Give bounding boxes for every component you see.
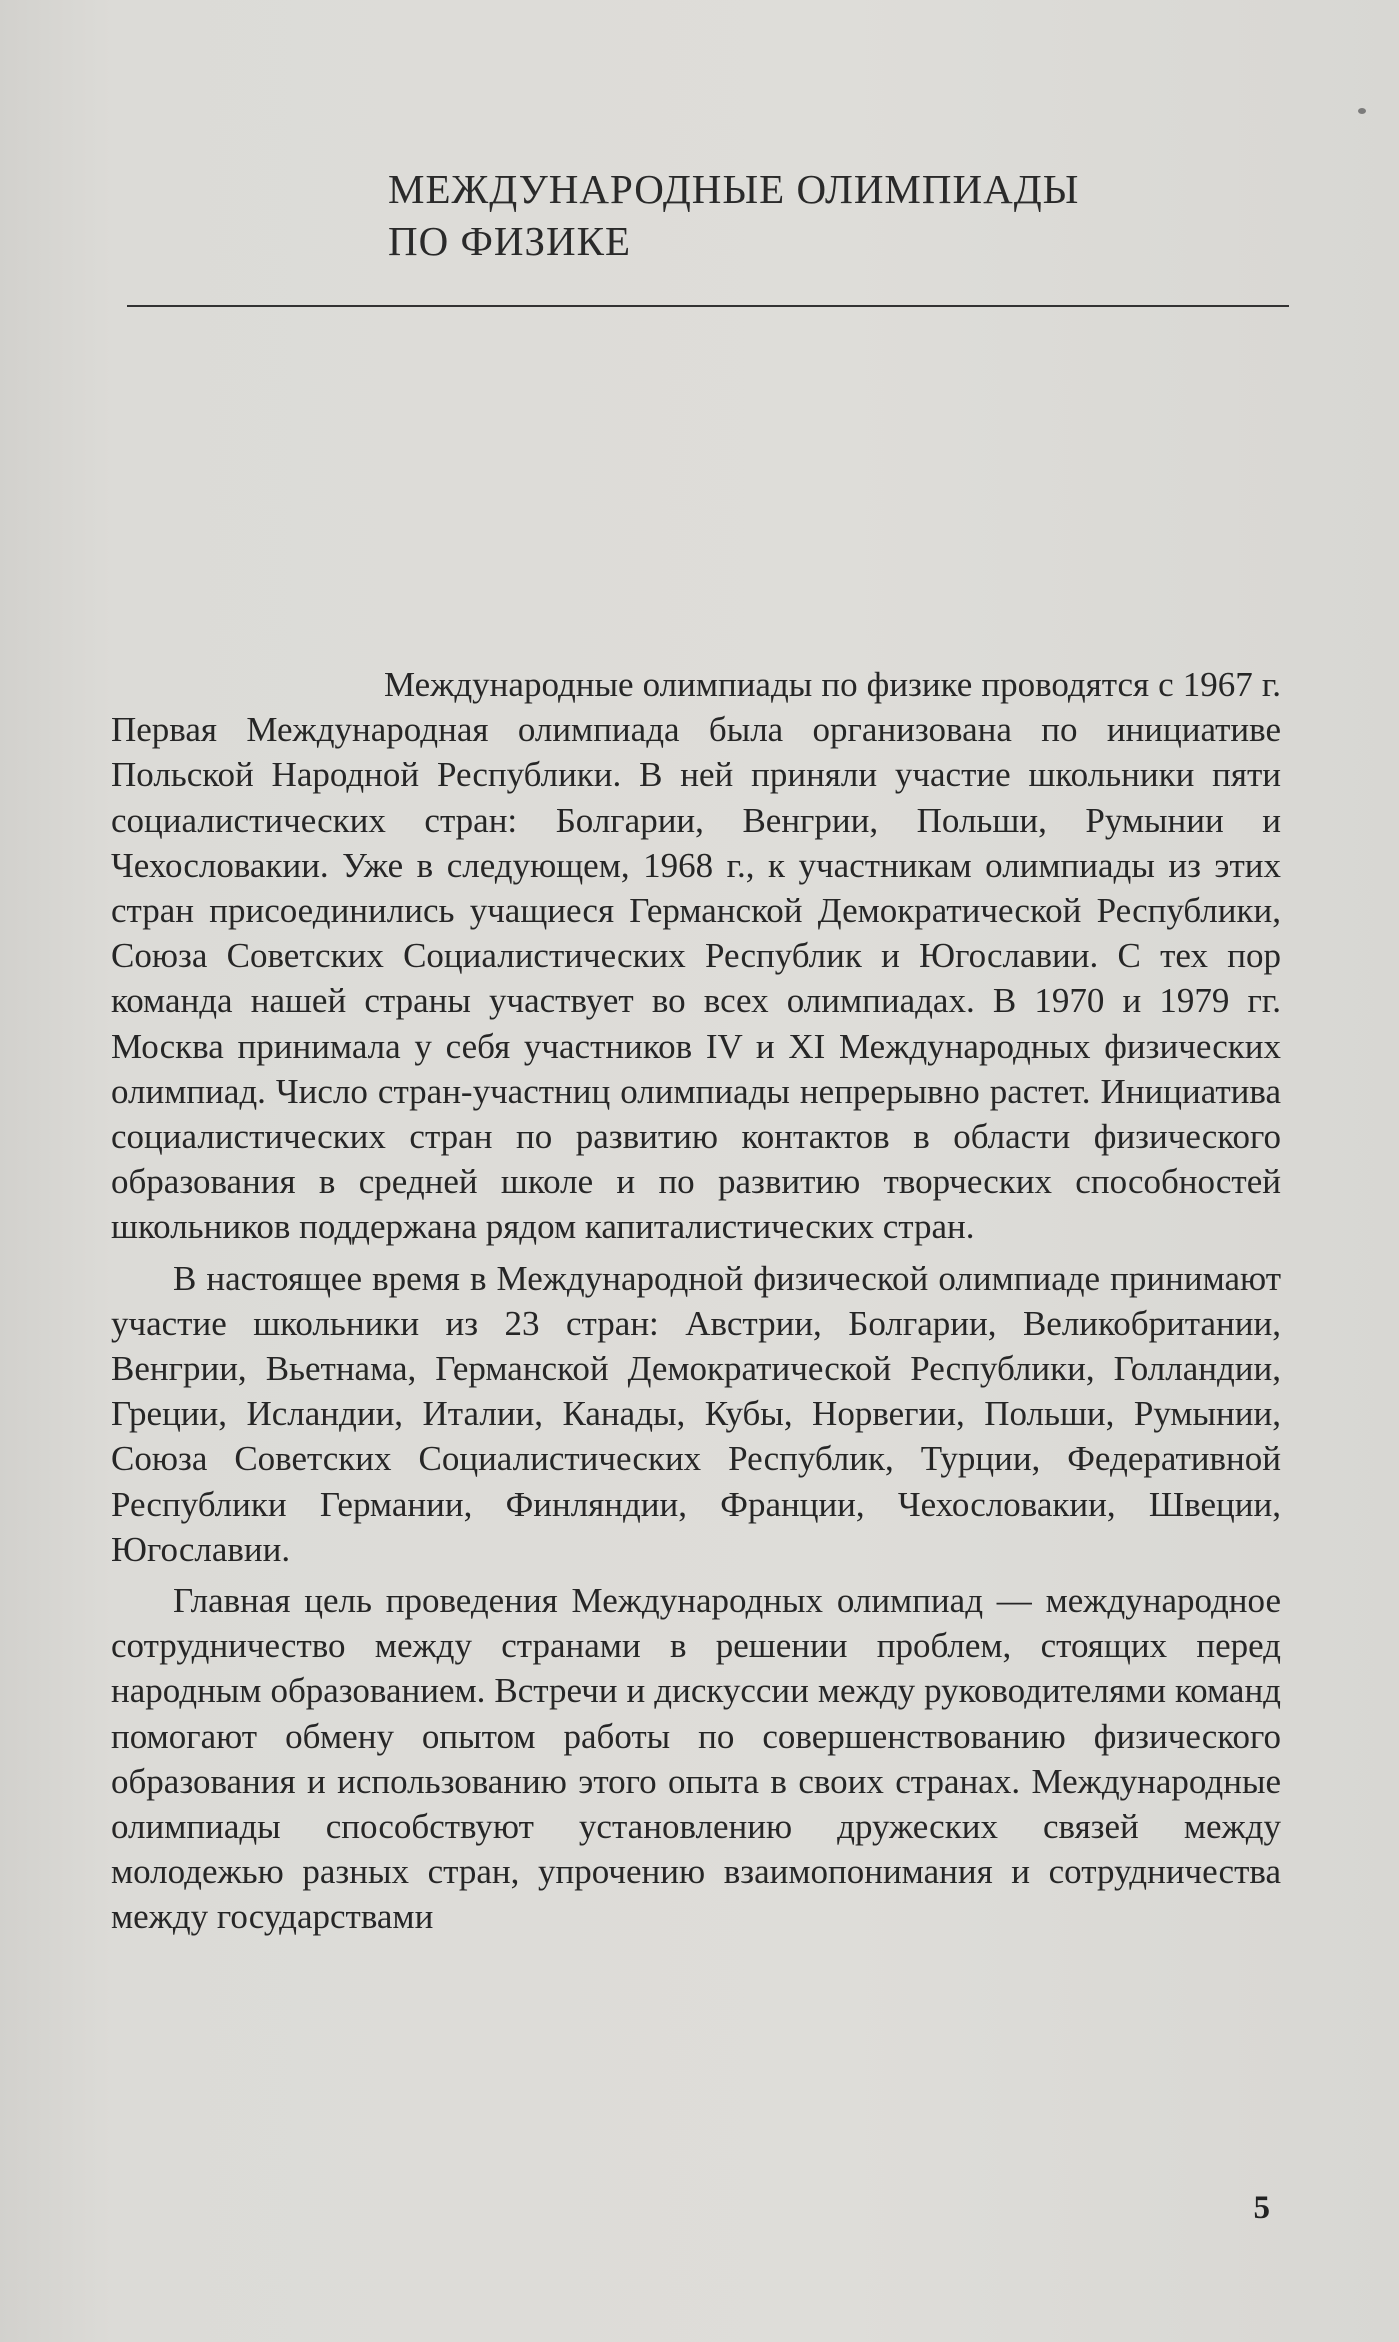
chapter-title <box>388 163 1288 267</box>
chapter-title-line-2: ПО ФИЗИКЕ <box>388 218 632 264</box>
paragraph-1: Международные олимпиады по физике проводятся с 1967 г. Первая Международная олимпиада была организована по инициативе Польской Народной Республики. В ней приняли участие школьники пяти социалистических стран: Болгарии, Венгрии, Польши, Румынии и Чехословакии. Уже в следующем, 1968 г., к участникам олимпиады из этих стран присоединились учащиеся Германской Демократической Республики, Союза Советских Социалистических Республик и Югославии. С тех пор команда нашей страны участвует во всех олимпиадах. В 1970 и 1979 гг. Москва принимала у себя участников IV и XI Международных физических олимпиад. Число стран-участниц олимпиады непрерывно растет. Инициатива социалистических стран по развитию контактов в области физического образования в средней школе и по развитию творческих способностей школьников поддержана рядом капиталистических стран. <box>111 665 1281 1247</box>
title-divider <box>127 305 1289 307</box>
print-speck <box>1358 108 1366 114</box>
page-number: 5 <box>1253 2190 1270 2226</box>
body-text <box>111 662 1281 1940</box>
paragraph-3: Главная цель проведения Международных олимпиад — международное сотрудничество между странами в решении проблем, стоящих перед народным образованием. Встречи и дискуссии между руководителями команд помогают обмену опытом работы по совершенствованию физического образования и использованию этого опыта в своих странах. Международные олимпиады способствуют установлению дружеских связей между молодежью разных стран, упрочению взаимопонимания и сотрудничества между государствами <box>111 1581 1281 1937</box>
paragraph-2: В настоящее время в Международной физической олимпиаде принимают участие школьники из 23 стран: Австрии, Болгарии, Великобритании, Венгрии, Вьетнама, Германской Демократической Республики, Голландии, Греции, Исландии, Италии, Канады, Кубы, Норвегии, Польши, Румынии, Союза Советских Социалистических Республик, Турции, Федеративной Республики Германии, Финляндии, Франции, Чехословакии, Швеции, Югославии. <box>111 1258 1281 1569</box>
chapter-title-line-1: МЕЖДУНАРОДНЫЕ ОЛИМПИАДЫ <box>388 166 1080 212</box>
